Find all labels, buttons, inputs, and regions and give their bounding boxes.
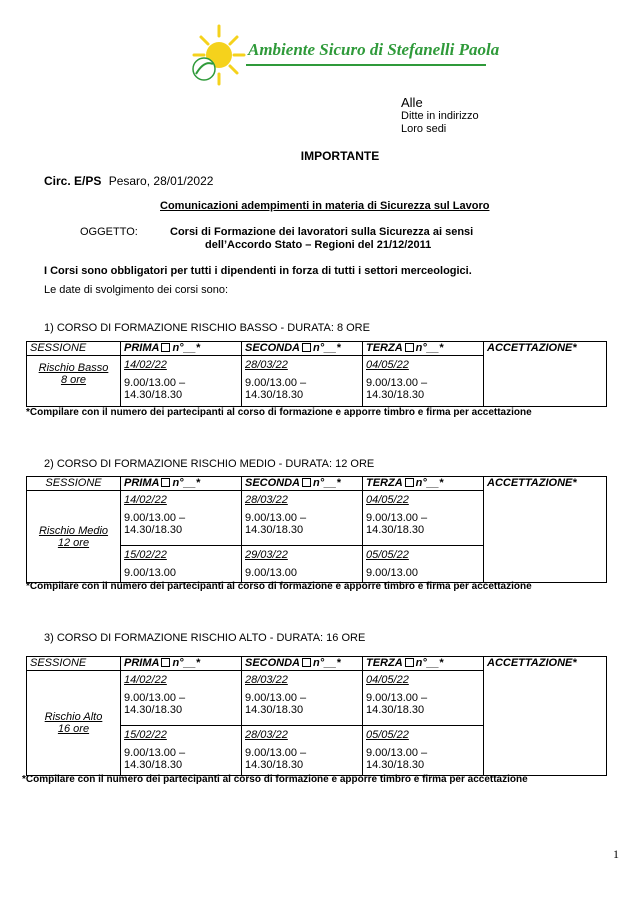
header-terza: TERZA n°__*	[363, 477, 484, 491]
session-hours: 12 ore	[57, 536, 90, 549]
recipient-line-1: Alle	[401, 95, 423, 110]
session-slot: 28/03/22 9.00/13.00 – 14.30/18.30	[242, 356, 363, 407]
circ-place-date: Pesaro, 28/01/2022	[108, 174, 214, 188]
session-name: Rischio Basso	[38, 362, 109, 374]
session-hours: 16 ore	[57, 723, 90, 735]
recipient-line-3: Loro sedi	[401, 123, 447, 135]
oggetto-line-2: dell’Accordo Stato – Regioni del 21/12/2011	[205, 239, 432, 251]
header-sessione: SESSIONE	[27, 477, 121, 491]
session-hours: 8 ore	[60, 374, 87, 386]
header-prima: PRIMA n°__*	[121, 477, 242, 491]
checkbox-icon	[405, 343, 414, 352]
course-table	[26, 476, 607, 583]
session-name: Rischio Alto	[44, 711, 103, 723]
session-slot: 15/02/22 9.00/13.00 – 14.30/18.30	[121, 726, 242, 776]
header-sessione: SESSIONE	[27, 657, 121, 671]
footnote: *Compilare con il numero dei partecipanti al corso di formazione e apporre timbro e firma per accettazione	[26, 407, 532, 418]
session-cell	[27, 356, 121, 407]
footnote: *Compilare con il numero dei partecipanti al corso di formazione e apporre timbro e firma per accettazione	[22, 774, 528, 785]
session-slot: 28/03/22 9.00/13.00 – 14.30/18.30	[242, 491, 363, 546]
session-slot: 28/03/22 9.00/13.00 – 14.30/18.30	[242, 726, 363, 776]
header-prima: PRIMA n°__*	[121, 342, 242, 356]
header-terza: TERZA n°__*	[363, 657, 484, 671]
logo	[186, 22, 500, 88]
checkbox-icon	[302, 658, 311, 667]
checkbox-icon	[302, 343, 311, 352]
header-seconda: SECONDA n°__*	[242, 342, 363, 356]
course-title: 1) CORSO DI FORMAZIONE RISCHIO BASSO - DURATA: 8 ORE	[44, 322, 370, 334]
oggetto-label: OGGETTO:	[80, 226, 138, 238]
header-seconda: SECONDA n°__*	[242, 657, 363, 671]
session-slot: 14/02/22 9.00/13.00 – 14.30/18.30	[121, 671, 242, 726]
session-slot: 15/02/22 9.00/13.00	[121, 546, 242, 583]
course-title: 2) CORSO DI FORMAZIONE RISCHIO MEDIO - DURATA: 12 ORE	[44, 458, 375, 470]
checkbox-icon	[161, 658, 170, 667]
session-name: Rischio Medio	[38, 524, 109, 537]
page-number: 1	[613, 847, 619, 861]
circ-line	[44, 174, 213, 188]
session-cell	[27, 671, 121, 776]
checkbox-icon	[405, 658, 414, 667]
session-cell	[27, 491, 121, 583]
subject-heading: Comunicazioni adempimenti in materia di Sicurezza sul Lavoro	[160, 200, 490, 212]
session-slot: 14/02/22 9.00/13.00 – 14.30/18.30	[121, 491, 242, 546]
intro-normal: Le date di svolgimento dei corsi sono:	[44, 284, 229, 296]
header-accettazione: ACCETTAZIONE*	[484, 477, 607, 583]
sun-logo-icon	[186, 22, 256, 88]
session-slot: 28/03/22 9.00/13.00 – 14.30/18.30	[242, 671, 363, 726]
session-slot: 05/05/22 9.00/13.00 – 14.30/18.30	[363, 726, 484, 776]
recipient-line-2: Ditte in indirizzo	[401, 110, 479, 122]
oggetto-line-1: Corsi di Formazione dei lavoratori sulla Sicurezza ai sensi	[170, 226, 474, 238]
session-slot: 05/05/22 9.00/13.00	[363, 546, 484, 583]
header-terza: TERZA n°__*	[363, 342, 484, 356]
session-slot: 04/05/22 9.00/13.00 – 14.30/18.30	[363, 491, 484, 546]
session-slot: 04/05/22 9.00/13.00 – 14.30/18.30	[363, 356, 484, 407]
footnote: *Compilare con il numero dei partecipanti al corso di formazione e apporre timbro e firma per accettazione	[26, 581, 532, 592]
header-prima: PRIMA n°__*	[121, 657, 242, 671]
checkbox-icon	[161, 343, 170, 352]
session-slot: 04/05/22 9.00/13.00 – 14.30/18.30	[363, 671, 484, 726]
session-slot: 29/03/22 9.00/13.00	[242, 546, 363, 583]
checkbox-icon	[405, 478, 414, 487]
checkbox-icon	[161, 478, 170, 487]
header-accettazione: ACCETTAZIONE*	[484, 657, 607, 776]
course-table	[26, 656, 607, 776]
intro-bold: I Corsi sono obbligatori per tutti i dipendenti in forza di tutti i settori merceologici.	[44, 265, 472, 277]
page-title: IMPORTANTE	[300, 149, 380, 163]
header-accettazione: ACCETTAZIONE*	[484, 342, 607, 407]
logo-text: Ambiente Sicuro di Stefanelli Paola	[248, 40, 500, 59]
header-seconda: SECONDA n°__*	[242, 477, 363, 491]
header-sessione: SESSIONE	[27, 342, 121, 356]
course-table	[26, 341, 607, 407]
course-title: 3) CORSO DI FORMAZIONE RISCHIO ALTO - DURATA: 16 ORE	[44, 632, 366, 644]
circ-label: Circ. E/PS	[44, 174, 102, 188]
checkbox-icon	[302, 478, 311, 487]
session-slot: 14/02/22 9.00/13.00 – 14.30/18.30	[121, 356, 242, 407]
logo-underline	[246, 64, 486, 66]
